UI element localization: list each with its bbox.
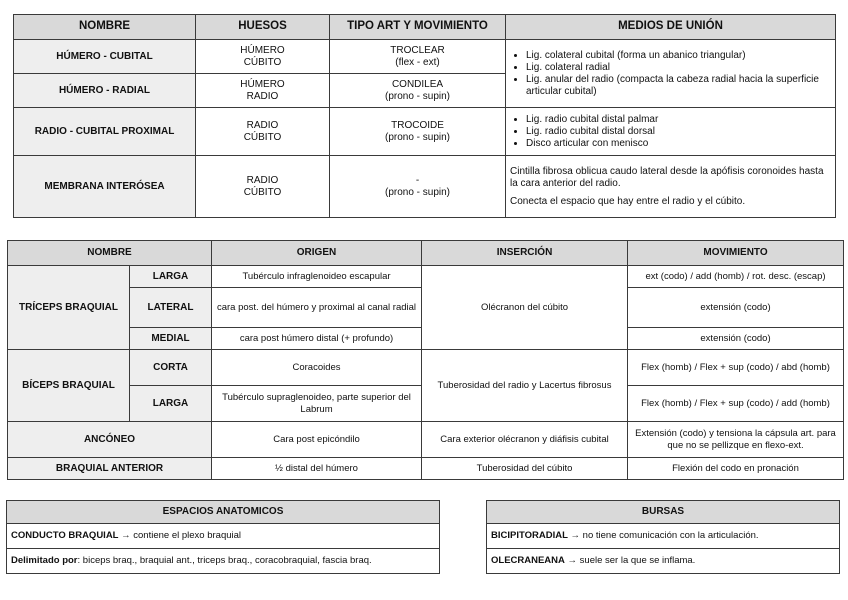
muscle-insertion: Tuberosidad del radio y Lacertus fibrosus <box>422 350 628 422</box>
header-insercion: INSERCIÓN <box>422 241 628 266</box>
joint-type: TROCLEAR (flex - ext) <box>330 40 506 74</box>
muscle-origin: ½ distal del húmero <box>212 458 422 480</box>
spaces-title: ESPACIOS ANATOMICOS <box>7 501 440 524</box>
muscle-movement: Flex (homb) / Flex + sup (codo) / add (homb) <box>628 386 844 422</box>
joint-type: - (prono - supin) <box>330 156 506 218</box>
joint-means-elbow: • Lig. colateral cubital (forma un abanico triangular) • Lig. colateral radial • Lig. anular del radio (compacta la cabeza radial hacia la superficie articular cubital) <box>506 40 836 108</box>
table-row <box>8 266 844 288</box>
muscle-origin: Tubérculo infraglenoideo escapular <box>212 266 422 288</box>
table-row <box>14 156 836 218</box>
bursas-table <box>486 500 840 574</box>
muscle-head: LARGA <box>130 386 212 422</box>
muscle-movement: Flex (homb) / Flex + sup (codo) / abd (homb) <box>628 350 844 386</box>
muscle-origin: Tubérculo supraglenoideo, parte superior del Labrum <box>212 386 422 422</box>
joint-means-radioulnar: • Lig. radio cubital distal palmar • Lig. radio cubital distal dorsal • Disco articular con menisco <box>506 108 836 156</box>
muscle-name: ANCÓNEO <box>8 422 212 458</box>
muscle-movement: extensión (codo) <box>628 288 844 328</box>
muscle-origin: cara post. del húmero y proximal al canal radial <box>212 288 422 328</box>
muscle-name: BÍCEPS BRAQUIAL <box>8 350 130 422</box>
muscle-head: LARGA <box>130 266 212 288</box>
muscle-movement: Flexión del codo en pronación <box>628 458 844 480</box>
table-row <box>14 40 836 74</box>
joint-type: TROCOIDE (prono - supin) <box>330 108 506 156</box>
muscle-insertion: Cara exterior olécranon y diáfisis cubital <box>422 422 628 458</box>
spaces-row: CONDUCTO BRAQUIAL → contiene el plexo braquial <box>7 524 440 549</box>
table-row <box>487 549 840 574</box>
header-movimiento: MOVIMIENTO <box>628 241 844 266</box>
joint-bones: HÚMERO CÚBITO <box>196 40 330 74</box>
table-row <box>8 458 844 480</box>
muscle-table-header <box>8 241 844 266</box>
muscle-origin: Coracoides <box>212 350 422 386</box>
header-nombre: NOMBRE <box>8 241 212 266</box>
table-row <box>7 549 440 574</box>
joint-bones: RADIO CÚBITO <box>196 156 330 218</box>
muscle-movement: extensión (codo) <box>628 328 844 350</box>
header-origen: ORIGEN <box>212 241 422 266</box>
table-row <box>8 350 844 386</box>
bursas-row: OLECRANEANA → suele ser la que se inflama. <box>487 549 840 574</box>
header-huesos: HUESOS <box>196 15 330 40</box>
joint-bones: HÚMERO RADIO <box>196 74 330 108</box>
joint-means-membrane: Cintilla fibrosa oblicua caudo lateral desde la apófisis coronoides hasta la cara anterior del radio. Conecta el espacio que hay entre el radio y el cúbito. <box>506 156 836 218</box>
header-medios: MEDIOS DE UNIÓN <box>506 15 836 40</box>
muscle-table <box>7 240 844 480</box>
muscle-origin: cara post húmero distal (+ profundo) <box>212 328 422 350</box>
joint-bones: RADIO CÚBITO <box>196 108 330 156</box>
muscle-head: MEDIAL <box>130 328 212 350</box>
table-row <box>8 422 844 458</box>
joint-name: HÚMERO - RADIAL <box>14 74 196 108</box>
muscle-head: CORTA <box>130 350 212 386</box>
muscle-name: TRÍCEPS BRAQUIAL <box>8 266 130 350</box>
muscle-insertion: Olécranon del cúbito <box>422 266 628 350</box>
muscle-movement: Extensión (codo) y tensiona la cápsula art. para que no se pellizque en flexo-ext. <box>628 422 844 458</box>
spaces-row: Delimitado por: biceps braq., braquial ant., triceps braq., coracobraquial, fascia braq. <box>7 549 440 574</box>
joint-type: CONDILEA (prono - supin) <box>330 74 506 108</box>
header-tipo: TIPO ART Y MOVIMIENTO <box>330 15 506 40</box>
joint-table <box>13 14 836 218</box>
joint-name: MEMBRANA INTERÓSEA <box>14 156 196 218</box>
joint-name: RADIO - CUBITAL PROXIMAL <box>14 108 196 156</box>
bursas-row: BICIPITORADIAL → no tiene comunicación con la articulación. <box>487 524 840 549</box>
muscle-movement: ext (codo) / add (homb) / rot. desc. (escap) <box>628 266 844 288</box>
muscle-head: LATERAL <box>130 288 212 328</box>
table-row <box>487 524 840 549</box>
joint-name: HÚMERO - CUBITAL <box>14 40 196 74</box>
muscle-name: BRAQUIAL ANTERIOR <box>8 458 212 480</box>
spaces-table <box>6 500 440 574</box>
muscle-insertion: Tuberosidad del cúbito <box>422 458 628 480</box>
joint-table-header <box>14 15 836 40</box>
bursas-title: BURSAS <box>487 501 840 524</box>
table-row <box>7 524 440 549</box>
muscle-origin: Cara post epicóndilo <box>212 422 422 458</box>
header-nombre: NOMBRE <box>14 15 196 40</box>
table-row <box>14 108 836 156</box>
